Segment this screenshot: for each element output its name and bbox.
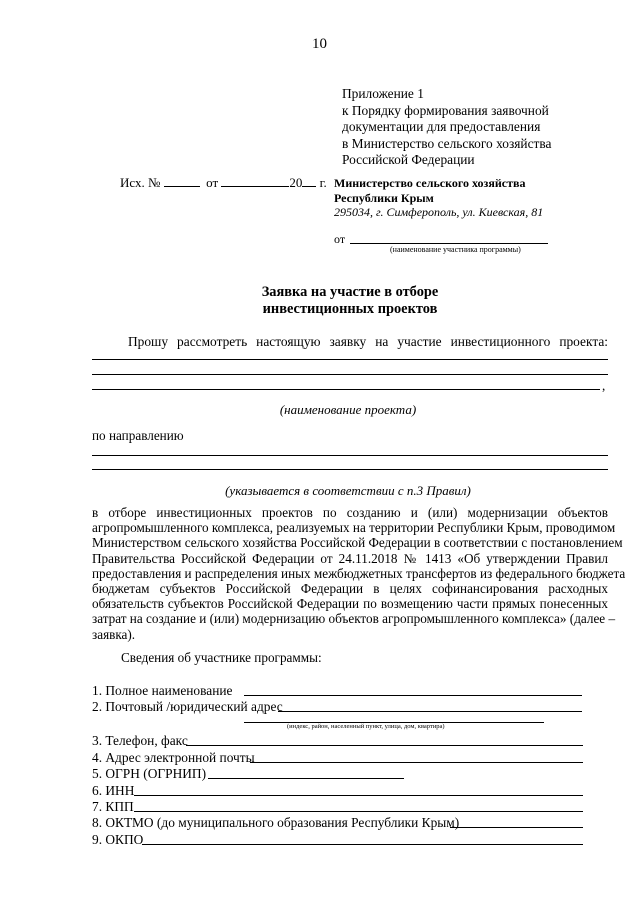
ministry-name-line1: Министерство сельского хозяйства <box>334 176 526 190</box>
field-full-name-line[interactable] <box>244 695 582 696</box>
paragraph-line: Правительства Российской Федерации от 24.11.2018 № 1413 «Об утверждении Правил <box>92 550 608 566</box>
paragraph-line: бюджетам субъектов Российской Федерации в целях софинансирования расходных <box>92 581 608 597</box>
field-ogrn-label: 5. ОГРН (ОГРНИП) <box>92 766 207 781</box>
project-name-line-1[interactable] <box>92 359 608 360</box>
outgoing-from-label: от <box>206 175 219 190</box>
outgoing-date-blank[interactable] <box>221 175 289 187</box>
project-comma: , <box>602 378 606 393</box>
page-number: 10 <box>312 36 327 52</box>
paragraph-line: заявка). <box>92 626 136 642</box>
appendix-header <box>342 86 551 169</box>
field-okpo-label: 9. ОКПО <box>92 832 144 847</box>
address-caption: (индекс, район, населенный пункт, улица, дом, квартира) <box>287 723 445 730</box>
field-kpp-label: 7. КПП <box>92 799 134 814</box>
field-postal-address-line[interactable] <box>278 711 582 712</box>
project-name-line-3[interactable] <box>92 389 600 390</box>
direction-line-1[interactable] <box>92 455 608 456</box>
paragraph-line: в отборе инвестиционных проектов по созданию и (или) модернизации объектов <box>92 505 608 520</box>
appendix-line: Приложение 1 <box>342 86 424 101</box>
field-full-name-label: 1. Полное наименование <box>92 683 233 698</box>
field-postal-address-label: 2. Почтовый /юридический адрес <box>92 699 283 714</box>
ministry-address: 295034, г. Симферополь, ул. Киевская, 81 <box>334 205 544 219</box>
appendix-line: в Министерство сельского хозяйства <box>342 135 552 151</box>
direction-line-2[interactable] <box>92 469 608 470</box>
direction-label: по направлению <box>92 428 184 443</box>
main-paragraph <box>92 505 626 642</box>
paragraph-line: обязательств субъектов Российской Федерации по возмещению части прямых понесенных <box>92 596 608 612</box>
project-name-line-2[interactable] <box>92 374 608 375</box>
paragraph-line: Министерством сельского хозяйства Российской Федерации в соответствии с постановлением <box>92 535 623 551</box>
field-oktmo-label: 8. ОКТМО (до муниципального образования Республики Крым) <box>92 815 460 830</box>
field-kpp-line[interactable] <box>134 811 583 812</box>
field-phone-label: 3. Телефон, факс <box>92 733 188 748</box>
field-ogrn-line[interactable] <box>208 778 404 779</box>
paragraph-line: предоставления и распределения иных межбюджетных трансфертов из федерального бюджета <box>92 565 626 581</box>
field-phone-line[interactable] <box>186 745 583 746</box>
paragraph-line: агропромышленного комплекса, реализуемых на территории Республики Крым, проводимом <box>92 520 616 536</box>
sender-name-line[interactable] <box>350 243 548 244</box>
sender-from-label: от <box>334 232 346 246</box>
appendix-line: Российской Федерации <box>342 152 475 168</box>
project-caption: (наименование проекта) <box>279 402 417 417</box>
direction-caption: (указывается в соответствии с п.3 Правил) <box>225 483 471 498</box>
field-inn-label: 6. ИНН <box>92 783 135 798</box>
paragraph-line: затрат на создание и (или) модернизацию объектов агропромышленного комплекса» (далее – <box>92 611 616 627</box>
outgoing-number-blank[interactable] <box>164 175 200 187</box>
participant-info-title: Сведения об участнике программы: <box>121 650 322 665</box>
document-title <box>0 284 639 318</box>
request-text: Прошу рассмотреть настоящую заявку на участие инвестиционного проекта: <box>128 334 608 349</box>
outgoing-reference <box>120 175 327 191</box>
outgoing-year: 20 <box>289 175 303 190</box>
title-line2: инвестиционных проектов <box>262 301 438 317</box>
ministry-name-line2: Республики Крым <box>334 190 434 205</box>
title-line1: Заявка на участие в отборе <box>261 284 439 300</box>
appendix-line: документации для предоставления <box>342 119 541 135</box>
sender-caption: (наименование участника программы) <box>390 245 521 254</box>
field-inn-line[interactable] <box>134 795 583 796</box>
field-oktmo-line[interactable] <box>450 827 583 828</box>
outgoing-year-blank[interactable] <box>302 175 316 187</box>
outgoing-year-suffix: г. <box>319 175 327 190</box>
appendix-line: к Порядку формирования заявочной <box>342 102 549 118</box>
outgoing-number-label: Исх. № <box>120 175 161 190</box>
ministry-addressee <box>334 176 543 220</box>
field-email-label: 4. Адрес электронной почты <box>92 750 255 765</box>
field-email-line[interactable] <box>250 762 583 763</box>
field-okpo-line[interactable] <box>142 844 583 845</box>
